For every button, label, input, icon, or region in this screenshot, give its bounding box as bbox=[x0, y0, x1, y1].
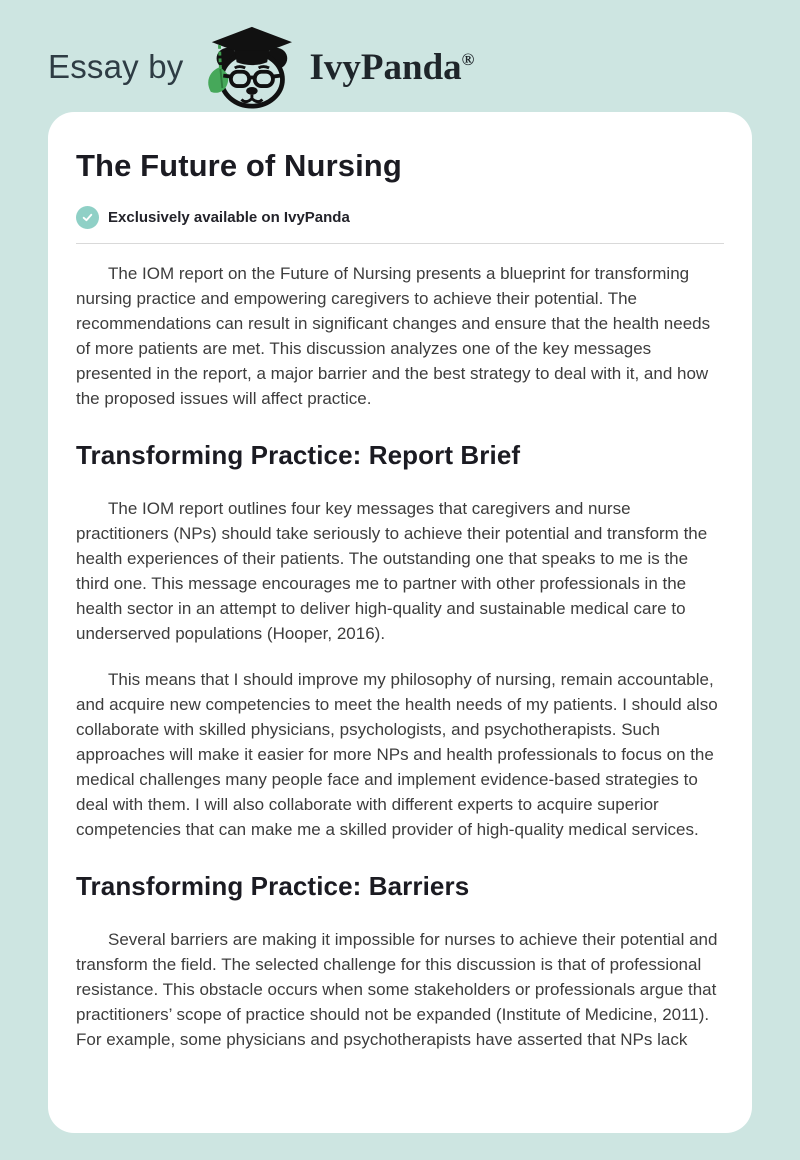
brand-text: IvyPanda bbox=[309, 46, 462, 88]
paragraph: Several barriers are making it impossible for nurses to achieve their potential and transform the field. The selected challenge for this discussion is that of professional resistance. This obstacle occurs when some stakeholders or professionals argue that practitioners’ scope of practice should not be expanded (Institute of Medicine, 2011). For example, some physicians and psychotherapists have asserted that NPs lack bbox=[76, 930, 718, 1049]
brand-name[interactable] bbox=[309, 46, 475, 88]
check-icon bbox=[76, 206, 99, 229]
section-heading-barriers: Transforming Practice: Barriers bbox=[76, 871, 470, 901]
registered-mark: ® bbox=[461, 49, 475, 69]
panda-graduate-icon[interactable] bbox=[200, 25, 300, 109]
section-heading-report-brief: Transforming Practice: Report Brief bbox=[76, 440, 521, 470]
paragraph: The IOM report outlines four key messages that caregivers and nurse practitioners (NPs) should take seriously to achieve their potential and transform the health experiences of their patients. The outstanding one that speaks to me is the third one. This message encourages me to partner with other professionals in the health sector in an attempt to deliver high-quality and sustainable medical care to underserved populations (Hooper, 2016). bbox=[76, 499, 708, 643]
paragraph: This means that I should improve my philosophy of nursing, remain accountable, and acquire new competencies to meet the health needs of my patients. I should also collaborate with skilled physicians, psychologists, and psychotherapists. Such approaches will make it easier for more NPs and health professionals to focus on the medical challenges many people face and implement evidence-based strategies to deal with them. I will also collaborate with different experts to acquire superior competencies that can make me a skilled provider of high-quality medical services. bbox=[76, 670, 718, 839]
availability-text: Exclusively available on IvyPanda bbox=[108, 209, 350, 226]
page-title: The Future of Nursing bbox=[76, 148, 402, 183]
availability-badge bbox=[76, 206, 724, 229]
essay-body bbox=[76, 261, 724, 1052]
essay-card bbox=[48, 112, 752, 1133]
site-header bbox=[0, 0, 800, 112]
essay-by-label: Essay by bbox=[48, 48, 184, 85]
intro-paragraph: The IOM report on the Future of Nursing presents a blueprint for transforming nursing practice and empowering caregivers to achieve their potential. The recommendations can result in significant changes and ensure that the health needs of more patients are met. This discussion analyzes one of the key messages presented in the report, a major barrier and the best strategy to deal with it, and how the proposed issues will affect practice. bbox=[76, 264, 711, 408]
divider bbox=[76, 243, 724, 244]
